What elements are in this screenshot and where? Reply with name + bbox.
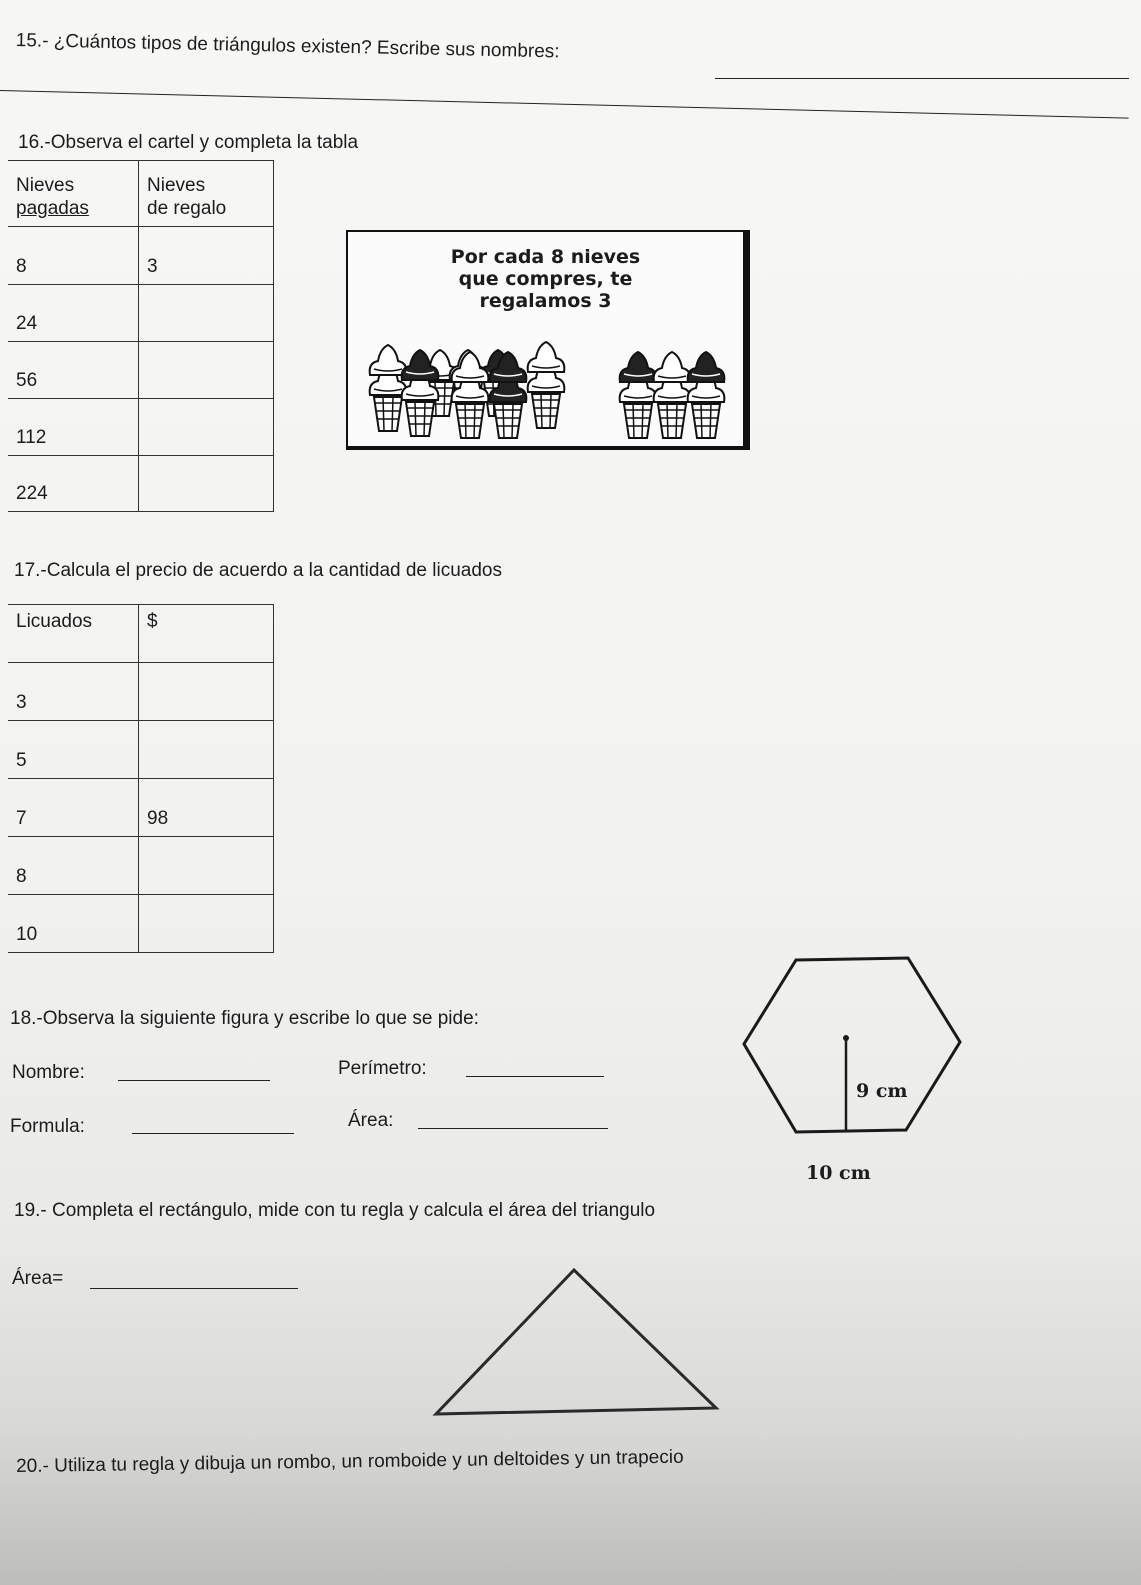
table-cell-price[interactable] — [139, 721, 274, 779]
table-cell-price[interactable] — [139, 895, 274, 953]
perimetro-answer-line[interactable] — [466, 1076, 604, 1077]
triangle-area-answer-line[interactable] — [90, 1288, 298, 1289]
table-cell-gift[interactable] — [139, 399, 274, 456]
header-gift-line2: de regalo — [147, 198, 227, 219]
triangle-area-label: Área= — [12, 1268, 64, 1289]
table-header-gift — [139, 161, 274, 227]
ice-cream-cone — [370, 345, 407, 431]
table-header-price: $ — [139, 605, 274, 663]
question-20-text: 20.- Utiliza tu regla y dibuja un rombo, un romboide y un deltoides y un trapecio — [16, 1446, 684, 1477]
snow-cones-table — [8, 160, 274, 512]
answer-line-q15[interactable] — [715, 78, 1129, 79]
smoothies-table — [8, 604, 274, 953]
table-cell-price[interactable] — [139, 663, 274, 721]
apothem-label: 9 cm — [856, 1080, 908, 1102]
question-17-text: 17.-Calcula el precio de acuerdo a la cantidad de licuados — [14, 560, 502, 581]
question-15-text: 15.- ¿Cuántos tipos de triángulos existen? Escribe sus nombres: — [15, 30, 560, 63]
header-paid-line1: Nieves — [16, 175, 75, 196]
table-cell-qty: 8 — [8, 837, 139, 895]
table-cell-paid: 8 — [8, 227, 139, 285]
hexagon-shape — [744, 958, 960, 1132]
area-answer-line[interactable] — [418, 1128, 608, 1129]
ice-cream-cone — [452, 352, 489, 438]
side-label: 10 cm — [806, 1162, 871, 1184]
question-19-text: 19.- Completa el rectángulo, mide con tu regla y calcula el área del triangulo — [14, 1200, 656, 1221]
table-header-smoothies: Licuados — [8, 605, 139, 663]
question-16-text: 16.-Observa el cartel y completa la tabla — [18, 132, 359, 153]
question-18-text: 18.-Observa la siguiente figura y escribe lo que se pide: — [10, 1008, 479, 1029]
table-cell-qty: 5 — [8, 721, 139, 779]
poster-line1: Por cada 8 nieves — [450, 246, 641, 268]
area-label: Área: — [348, 1110, 394, 1131]
table-cell-gift[interactable] — [139, 285, 274, 342]
ice-cream-cone — [654, 352, 691, 438]
triangle-shape — [436, 1270, 716, 1414]
table-cell-paid: 112 — [8, 399, 139, 456]
table-cell-qty: 10 — [8, 895, 139, 953]
formula-answer-line[interactable] — [132, 1133, 294, 1134]
ice-cream-cone — [528, 342, 565, 428]
ice-cream-cones-illustration — [348, 232, 744, 446]
ice-cream-cone — [688, 352, 725, 438]
table-cell-gift[interactable] — [139, 342, 274, 399]
perimetro-label: Perímetro: — [338, 1058, 427, 1079]
nombre-label: Nombre: — [12, 1062, 85, 1083]
ice-cream-cone — [620, 352, 657, 438]
formula-label: Formula: — [10, 1116, 85, 1137]
table-cell-qty: 7 — [8, 779, 139, 837]
header-paid-line2: pagadas — [16, 198, 89, 219]
table-cell-paid: 224 — [8, 456, 139, 512]
poster-line3: regalamos 3 — [479, 290, 612, 312]
answer-line-q15-second[interactable] — [0, 90, 1129, 119]
table-cell-price[interactable] — [139, 837, 274, 895]
table-cell-gift[interactable] — [139, 456, 274, 512]
header-gift-line1: Nieves — [147, 175, 206, 196]
triangle-figure — [420, 1262, 730, 1432]
hexagon-figure — [730, 950, 970, 1190]
poster-line2: que compres, te — [458, 268, 633, 290]
table-cell-gift[interactable]: 3 — [139, 227, 274, 285]
promo-poster — [346, 230, 750, 450]
table-header-paid — [8, 161, 139, 227]
nombre-answer-line[interactable] — [118, 1080, 270, 1081]
table-cell-price[interactable]: 98 — [139, 779, 274, 837]
table-cell-qty: 3 — [8, 663, 139, 721]
table-cell-paid: 24 — [8, 285, 139, 342]
table-cell-paid: 56 — [8, 342, 139, 399]
center-point — [843, 1035, 849, 1041]
